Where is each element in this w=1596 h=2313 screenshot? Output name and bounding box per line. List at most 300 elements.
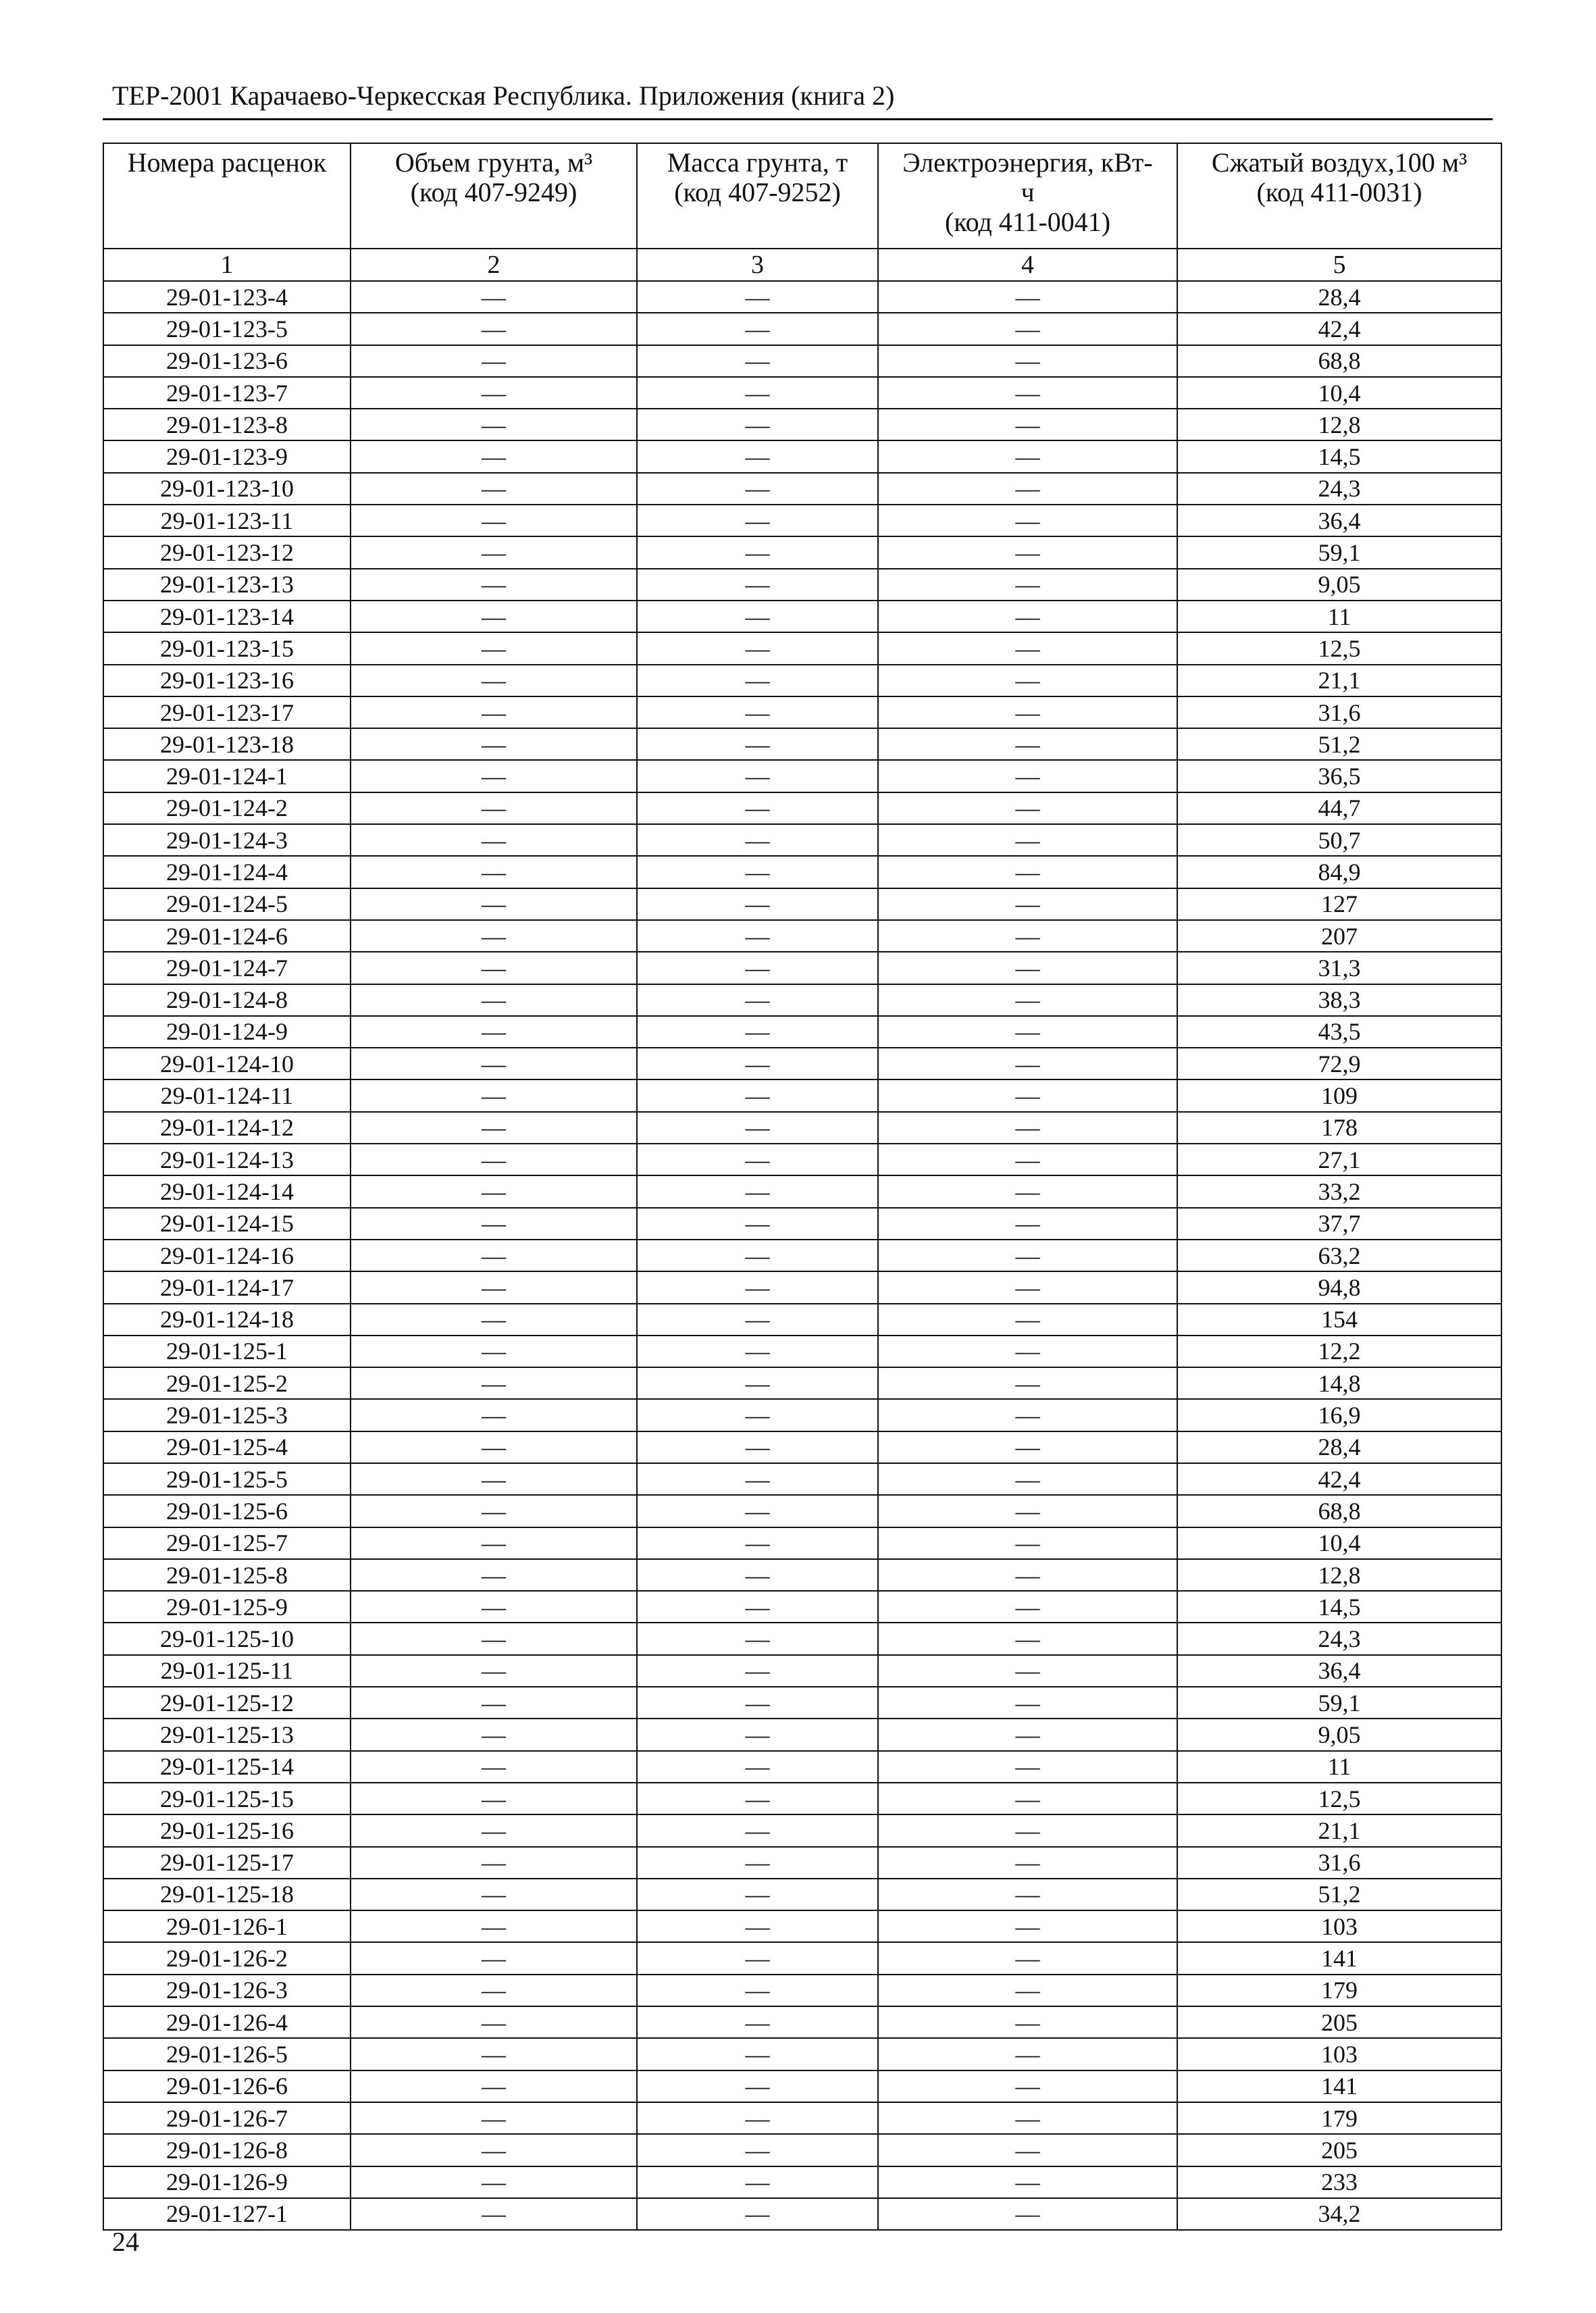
soil-volume-cell: — <box>351 2134 637 2166</box>
soil-mass-cell: — <box>637 1814 878 1846</box>
soil-mass-cell: — <box>637 856 878 888</box>
soil-mass-cell: — <box>637 632 878 664</box>
column-header-line: Объем грунта, м³ <box>394 147 593 178</box>
soil-volume-cell: — <box>351 1112 637 1144</box>
compressed-air-cell: 141 <box>1177 1942 1501 1974</box>
electricity-cell: — <box>878 1048 1177 1079</box>
compressed-air-cell: 24,3 <box>1177 473 1501 505</box>
column-number: 1 <box>103 249 351 281</box>
table-row <box>103 1910 1501 1942</box>
column-number: 4 <box>878 249 1177 281</box>
compressed-air-cell: 44,7 <box>1177 792 1501 824</box>
soil-volume-cell: — <box>351 1623 637 1654</box>
table-row <box>103 1495 1501 1527</box>
electricity-cell: — <box>878 1559 1177 1591</box>
soil-mass-cell: — <box>637 665 878 696</box>
soil-mass-cell: — <box>637 1910 878 1942</box>
rate-number-cell: 29-01-123-9 <box>103 440 351 472</box>
header-divider <box>103 118 1493 120</box>
soil-volume-cell: — <box>351 824 637 856</box>
rate-number-cell: 29-01-124-4 <box>103 856 351 888</box>
rate-number-cell: 29-01-125-7 <box>103 1527 351 1559</box>
soil-mass-cell: — <box>637 1847 878 1879</box>
soil-mass-cell: — <box>637 1271 878 1303</box>
table-row <box>103 1304 1501 1336</box>
soil-volume-cell: — <box>351 2006 637 2038</box>
rate-number-cell: 29-01-124-11 <box>103 1079 351 1111</box>
electricity-cell: — <box>878 1591 1177 1623</box>
soil-mass-cell: — <box>637 1336 878 1367</box>
soil-volume-cell: — <box>351 1048 637 1079</box>
compressed-air-cell: 109 <box>1177 1079 1501 1111</box>
soil-mass-cell: — <box>637 888 878 920</box>
table-row <box>103 536 1501 568</box>
soil-volume-cell: — <box>351 1783 637 1814</box>
electricity-cell: — <box>878 2134 1177 2166</box>
soil-volume-cell: — <box>351 2166 637 2198</box>
soil-mass-cell: — <box>637 1079 878 1111</box>
soil-mass-cell: — <box>637 281 878 313</box>
soil-volume-cell: — <box>351 792 637 824</box>
soil-volume-cell: — <box>351 536 637 568</box>
electricity-cell: — <box>878 824 1177 856</box>
table-row <box>103 1623 1501 1654</box>
rate-number-cell: 29-01-123-17 <box>103 696 351 728</box>
rate-number-cell: 29-01-124-12 <box>103 1112 351 1144</box>
electricity-cell: — <box>878 536 1177 568</box>
soil-mass-cell: — <box>637 2038 878 2070</box>
table-body <box>103 281 1501 2230</box>
column-header <box>103 143 351 249</box>
rate-number-cell: 29-01-124-9 <box>103 1016 351 1048</box>
electricity-cell: — <box>878 377 1177 409</box>
electricity-cell: — <box>878 1208 1177 1240</box>
electricity-cell: — <box>878 1463 1177 1495</box>
table-row <box>103 1463 1501 1495</box>
rate-number-cell: 29-01-125-13 <box>103 1719 351 1750</box>
compressed-air-cell: 12,5 <box>1177 1783 1501 1814</box>
rate-number-cell: 29-01-124-13 <box>103 1144 351 1175</box>
rate-number-cell: 29-01-125-15 <box>103 1783 351 1814</box>
soil-mass-cell: — <box>637 601 878 632</box>
rate-number-cell: 29-01-123-5 <box>103 313 351 345</box>
soil-mass-cell: — <box>637 1304 878 1336</box>
compressed-air-cell: 179 <box>1177 1975 1501 2006</box>
electricity-cell: — <box>878 1144 1177 1175</box>
soil-volume-cell: — <box>351 473 637 505</box>
table-row <box>103 1559 1501 1591</box>
soil-mass-cell: — <box>637 1399 878 1431</box>
soil-mass-cell: — <box>637 1495 878 1527</box>
soil-mass-cell: — <box>637 1175 878 1207</box>
rate-number-cell: 29-01-124-10 <box>103 1048 351 1079</box>
electricity-cell: — <box>878 1879 1177 1910</box>
electricity-cell: — <box>878 1847 1177 1879</box>
compressed-air-cell: 42,4 <box>1177 313 1501 345</box>
compressed-air-cell: 11 <box>1177 601 1501 632</box>
soil-mass-cell: — <box>637 2166 878 2198</box>
table-row <box>103 1367 1501 1399</box>
compressed-air-cell: 11 <box>1177 1751 1501 1783</box>
soil-volume-cell: — <box>351 1527 637 1559</box>
table-row <box>103 1079 1501 1111</box>
soil-volume-cell: — <box>351 1079 637 1111</box>
rate-number-cell: 29-01-123-11 <box>103 505 351 536</box>
soil-volume-cell: — <box>351 632 637 664</box>
soil-mass-cell: — <box>637 473 878 505</box>
soil-volume-cell: — <box>351 313 637 345</box>
soil-volume-cell: — <box>351 1847 637 1879</box>
table-row <box>103 1975 1501 2006</box>
electricity-cell: — <box>878 1304 1177 1336</box>
table-row <box>103 856 1501 888</box>
soil-mass-cell: — <box>637 1623 878 1654</box>
rate-number-cell: 29-01-125-1 <box>103 1336 351 1367</box>
soil-mass-cell: — <box>637 2134 878 2166</box>
compressed-air-cell: 205 <box>1177 2134 1501 2166</box>
soil-volume-cell: — <box>351 856 637 888</box>
table-row <box>103 1751 1501 1783</box>
compressed-air-cell: 103 <box>1177 2038 1501 2070</box>
electricity-cell: — <box>878 1719 1177 1750</box>
soil-volume-cell: — <box>351 1144 637 1175</box>
column-headers-row <box>103 143 1501 249</box>
electricity-cell: — <box>878 1495 1177 1527</box>
table-row <box>103 1942 1501 1974</box>
soil-volume-cell: — <box>351 1399 637 1431</box>
soil-mass-cell: — <box>637 1208 878 1240</box>
rate-number-cell: 29-01-123-13 <box>103 569 351 601</box>
compressed-air-cell: 51,2 <box>1177 1879 1501 1910</box>
soil-mass-cell: — <box>637 1527 878 1559</box>
compressed-air-cell: 63,2 <box>1177 1240 1501 1271</box>
rate-number-cell: 29-01-125-5 <box>103 1463 351 1495</box>
rate-number-cell: 29-01-126-9 <box>103 2166 351 2198</box>
electricity-cell: — <box>878 345 1177 377</box>
table-row <box>103 665 1501 696</box>
soil-volume-cell: — <box>351 696 637 728</box>
rate-number-cell: 29-01-125-16 <box>103 1814 351 1846</box>
rate-number-cell: 29-01-124-17 <box>103 1271 351 1303</box>
electricity-cell: — <box>878 1975 1177 2006</box>
rate-number-cell: 29-01-125-3 <box>103 1399 351 1431</box>
table-row <box>103 601 1501 632</box>
compressed-air-cell: 33,2 <box>1177 1175 1501 1207</box>
soil-volume-cell: — <box>351 1975 637 2006</box>
column-number: 5 <box>1177 249 1501 281</box>
compressed-air-cell: 127 <box>1177 888 1501 920</box>
soil-volume-cell: — <box>351 2070 637 2102</box>
table-row <box>103 760 1501 792</box>
table-row <box>103 2102 1501 2134</box>
rate-number-cell: 29-01-125-4 <box>103 1431 351 1463</box>
soil-volume-cell: — <box>351 1367 637 1399</box>
table-row <box>103 1399 1501 1431</box>
table-row <box>103 2134 1501 2166</box>
compressed-air-cell: 94,8 <box>1177 1271 1501 1303</box>
compressed-air-cell: 9,05 <box>1177 1719 1501 1750</box>
soil-volume-cell: — <box>351 1271 637 1303</box>
table-row <box>103 1016 1501 1048</box>
table-row <box>103 505 1501 536</box>
compressed-air-cell: 68,8 <box>1177 1495 1501 1527</box>
soil-mass-cell: — <box>637 696 878 728</box>
table-row <box>103 1527 1501 1559</box>
soil-volume-cell: — <box>351 1016 637 1048</box>
soil-mass-cell: — <box>637 1687 878 1719</box>
column-header-line: ч <box>1021 177 1035 207</box>
compressed-air-cell: 36,4 <box>1177 505 1501 536</box>
table-row <box>103 1431 1501 1463</box>
compressed-air-cell: 43,5 <box>1177 1016 1501 1048</box>
rate-number-cell: 29-01-125-10 <box>103 1623 351 1654</box>
compressed-air-cell: 12,5 <box>1177 632 1501 664</box>
soil-mass-cell: — <box>637 2198 878 2230</box>
soil-volume-cell: — <box>351 760 637 792</box>
compressed-air-cell: 27,1 <box>1177 1144 1501 1175</box>
electricity-cell: — <box>878 1240 1177 1271</box>
compressed-air-cell: 207 <box>1177 920 1501 952</box>
compressed-air-cell: 72,9 <box>1177 1048 1501 1079</box>
table-row <box>103 1655 1501 1687</box>
soil-volume-cell: — <box>351 1559 637 1591</box>
rate-number-cell: 29-01-124-5 <box>103 888 351 920</box>
table-row <box>103 1112 1501 1144</box>
compressed-air-cell: 14,5 <box>1177 440 1501 472</box>
soil-volume-cell: — <box>351 1879 637 1910</box>
column-numbers-row <box>103 249 1501 281</box>
electricity-cell: — <box>878 1783 1177 1814</box>
table-row <box>103 792 1501 824</box>
soil-volume-cell: — <box>351 1751 637 1783</box>
electricity-cell: — <box>878 1814 1177 1846</box>
soil-mass-cell: — <box>637 952 878 984</box>
column-header-line: Электроэнергия, кВт- <box>902 147 1153 178</box>
soil-volume-cell: — <box>351 1175 637 1207</box>
soil-mass-cell: — <box>637 792 878 824</box>
electricity-cell: — <box>878 888 1177 920</box>
soil-mass-cell: — <box>637 1431 878 1463</box>
soil-volume-cell: — <box>351 1304 637 1336</box>
compressed-air-cell: 21,1 <box>1177 665 1501 696</box>
rate-number-cell: 29-01-125-17 <box>103 1847 351 1879</box>
electricity-cell: — <box>878 1623 1177 1654</box>
electricity-cell: — <box>878 1016 1177 1048</box>
rate-number-cell: 29-01-126-8 <box>103 2134 351 2166</box>
table-row <box>103 345 1501 377</box>
soil-mass-cell: — <box>637 440 878 472</box>
table-row <box>103 728 1501 760</box>
rate-number-cell: 29-01-124-1 <box>103 760 351 792</box>
soil-volume-cell: — <box>351 952 637 984</box>
electricity-cell: — <box>878 1751 1177 1783</box>
compressed-air-cell: 36,5 <box>1177 760 1501 792</box>
table-row <box>103 1336 1501 1367</box>
rate-number-cell: 29-01-126-6 <box>103 2070 351 2102</box>
rate-number-cell: 29-01-123-8 <box>103 409 351 440</box>
soil-mass-cell: — <box>637 1240 878 1271</box>
rate-number-cell: 29-01-126-5 <box>103 2038 351 2070</box>
table-row <box>103 1719 1501 1750</box>
table-row <box>103 952 1501 984</box>
compressed-air-cell: 233 <box>1177 2166 1501 2198</box>
compressed-air-cell: 34,2 <box>1177 2198 1501 2230</box>
compressed-air-cell: 16,9 <box>1177 1399 1501 1431</box>
soil-mass-cell: — <box>637 728 878 760</box>
electricity-cell: — <box>878 1431 1177 1463</box>
table-row <box>103 377 1501 409</box>
soil-volume-cell: — <box>351 281 637 313</box>
electricity-cell: — <box>878 696 1177 728</box>
soil-mass-cell: — <box>637 920 878 952</box>
column-header-line: Номера расценок <box>127 147 327 178</box>
rate-number-cell: 29-01-124-3 <box>103 824 351 856</box>
rate-number-cell: 29-01-123-14 <box>103 601 351 632</box>
soil-mass-cell: — <box>637 313 878 345</box>
soil-mass-cell: — <box>637 1112 878 1144</box>
soil-volume-cell: — <box>351 1719 637 1750</box>
soil-mass-cell: — <box>637 2006 878 2038</box>
electricity-cell: — <box>878 1271 1177 1303</box>
electricity-cell: — <box>878 632 1177 664</box>
table-row <box>103 1271 1501 1303</box>
electricity-cell: — <box>878 281 1177 313</box>
rate-number-cell: 29-01-123-15 <box>103 632 351 664</box>
rate-number-cell: 29-01-126-3 <box>103 1975 351 2006</box>
electricity-cell: — <box>878 2038 1177 2070</box>
table-header <box>103 143 1501 281</box>
rate-number-cell: 29-01-124-2 <box>103 792 351 824</box>
soil-volume-cell: — <box>351 888 637 920</box>
compressed-air-cell: 31,3 <box>1177 952 1501 984</box>
compressed-air-cell: 50,7 <box>1177 824 1501 856</box>
soil-volume-cell: — <box>351 1208 637 1240</box>
column-header-line: (код 407-9252) <box>674 177 841 207</box>
rate-number-cell: 29-01-123-18 <box>103 728 351 760</box>
soil-mass-cell: — <box>637 760 878 792</box>
electricity-cell: — <box>878 473 1177 505</box>
column-number: 3 <box>637 249 878 281</box>
rate-number-cell: 29-01-125-14 <box>103 1751 351 1783</box>
table-row <box>103 313 1501 345</box>
electricity-cell: — <box>878 1175 1177 1207</box>
rate-number-cell: 29-01-123-7 <box>103 377 351 409</box>
rate-number-cell: 29-01-123-12 <box>103 536 351 568</box>
soil-volume-cell: — <box>351 1495 637 1527</box>
soil-mass-cell: — <box>637 1048 878 1079</box>
soil-mass-cell: — <box>637 1879 878 1910</box>
soil-volume-cell: — <box>351 2102 637 2134</box>
compressed-air-cell: 24,3 <box>1177 1623 1501 1654</box>
table-row <box>103 569 1501 601</box>
table-row <box>103 824 1501 856</box>
electricity-cell: — <box>878 440 1177 472</box>
compressed-air-cell: 31,6 <box>1177 696 1501 728</box>
soil-mass-cell: — <box>637 536 878 568</box>
table-row <box>103 888 1501 920</box>
compressed-air-cell: 59,1 <box>1177 1687 1501 1719</box>
table-row <box>103 1240 1501 1271</box>
compressed-air-cell: 59,1 <box>1177 536 1501 568</box>
soil-volume-cell: — <box>351 569 637 601</box>
table-row <box>103 1687 1501 1719</box>
table-row <box>103 1144 1501 1175</box>
soil-volume-cell: — <box>351 601 637 632</box>
soil-volume-cell: — <box>351 1687 637 1719</box>
soil-volume-cell: — <box>351 2038 637 2070</box>
soil-volume-cell: — <box>351 665 637 696</box>
soil-volume-cell: — <box>351 409 637 440</box>
soil-volume-cell: — <box>351 1591 637 1623</box>
rate-number-cell: 29-01-123-4 <box>103 281 351 313</box>
rate-number-cell: 29-01-125-11 <box>103 1655 351 1687</box>
compressed-air-cell: 141 <box>1177 2070 1501 2102</box>
table-row <box>103 281 1501 313</box>
rate-number-cell: 29-01-124-15 <box>103 1208 351 1240</box>
table-row <box>103 1175 1501 1207</box>
soil-mass-cell: — <box>637 1559 878 1591</box>
soil-volume-cell: — <box>351 1336 637 1367</box>
electricity-cell: — <box>878 952 1177 984</box>
soil-volume-cell: — <box>351 2198 637 2230</box>
compressed-air-cell: 179 <box>1177 2102 1501 2134</box>
compressed-air-cell: 10,4 <box>1177 377 1501 409</box>
electricity-cell: — <box>878 2198 1177 2230</box>
rate-number-cell: 29-01-123-16 <box>103 665 351 696</box>
table-row <box>103 409 1501 440</box>
soil-mass-cell: — <box>637 1016 878 1048</box>
electricity-cell: — <box>878 313 1177 345</box>
soil-mass-cell: — <box>637 1975 878 2006</box>
rate-number-cell: 29-01-125-12 <box>103 1687 351 1719</box>
rate-number-cell: 29-01-126-7 <box>103 2102 351 2134</box>
soil-mass-cell: — <box>637 1942 878 1974</box>
compressed-air-cell: 103 <box>1177 1910 1501 1942</box>
electricity-cell: — <box>878 2102 1177 2134</box>
soil-volume-cell: — <box>351 920 637 952</box>
compressed-air-cell: 154 <box>1177 1304 1501 1336</box>
compressed-air-cell: 12,8 <box>1177 1559 1501 1591</box>
table-row <box>103 1591 1501 1623</box>
soil-mass-cell: — <box>637 1463 878 1495</box>
column-header-line: (код 411-0031) <box>1256 177 1422 207</box>
rate-number-cell: 29-01-123-10 <box>103 473 351 505</box>
table-row <box>103 920 1501 952</box>
table-row <box>103 1814 1501 1846</box>
soil-volume-cell: — <box>351 345 637 377</box>
compressed-air-cell: 42,4 <box>1177 1463 1501 1495</box>
compressed-air-cell: 84,9 <box>1177 856 1501 888</box>
soil-mass-cell: — <box>637 1591 878 1623</box>
table-row <box>103 1783 1501 1814</box>
soil-mass-cell: — <box>637 377 878 409</box>
soil-volume-cell: — <box>351 1910 637 1942</box>
electricity-cell: — <box>878 505 1177 536</box>
compressed-air-cell: 38,3 <box>1177 984 1501 1016</box>
soil-volume-cell: — <box>351 1942 637 1974</box>
soil-mass-cell: — <box>637 2070 878 2102</box>
rates-table <box>103 143 1502 2231</box>
electricity-cell: — <box>878 601 1177 632</box>
electricity-cell: — <box>878 1655 1177 1687</box>
electricity-cell: — <box>878 665 1177 696</box>
rate-number-cell: 29-01-126-4 <box>103 2006 351 2038</box>
electricity-cell: — <box>878 1079 1177 1111</box>
rate-number-cell: 29-01-125-2 <box>103 1367 351 1399</box>
table-row <box>103 1208 1501 1240</box>
compressed-air-cell: 14,5 <box>1177 1591 1501 1623</box>
rate-number-cell: 29-01-127-1 <box>103 2198 351 2230</box>
